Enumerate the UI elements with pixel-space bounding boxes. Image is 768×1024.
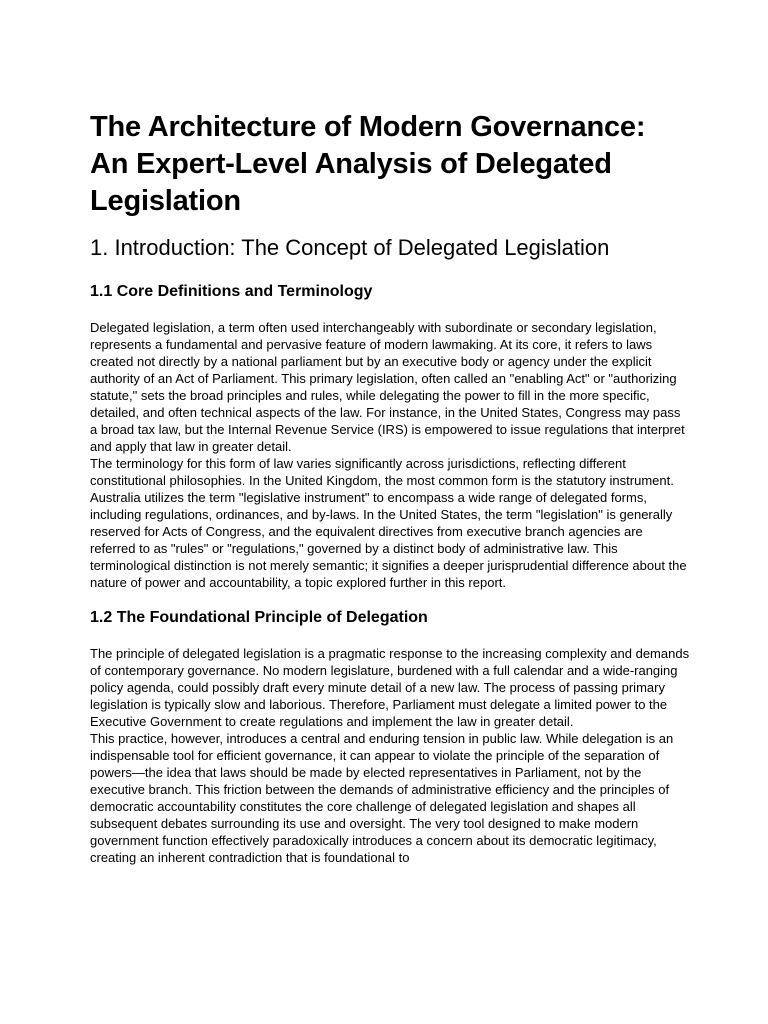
section-1-heading: 1. Introduction: The Concept of Delegated Legislation (90, 235, 610, 260)
paragraph: The terminology for this form of law varies significantly across jurisdictions, reflecting different constitutional philosophies. In the United Kingdom, the most common form is the statutory instrument. Australia utilizes the term "legislative instrument" to encompass a wide range of delegated forms, including regulations, ordinances, and by-laws. In the United States, the term "legislation" is generally reserved for Acts of Congress, and the equivalent directives from executive branch agencies are referred to as "rules" or "regulations," governed by a distinct body of administrative law. This terminological distinction is not merely semantic; it signifies a deeper jurisprudential difference about the nature of power and accountability, a topic explored further in this report. (90, 456, 687, 590)
document-title: The Architecture of Modern Governance: An Expert-Level Analysis of Delegated Legislation (90, 111, 646, 217)
paragraph: Delegated legislation, a term often used interchangeably with subordinate or secondary legislation, represents a fundamental and pervasive feature of modern lawmaking. At its core, it refers to laws created not directly by a national parliament but by an executive body or agency under the explicit authority of an Act of Parliament. This primary legislation, often called an "enabling Act" or "authorizing statute," sets the broad principles and rules, while delegating the power to fill in the more specific, detailed, and often technical aspects of the law. For instance, in the United States, Congress may pass a broad tax law, but the Internal Revenue Service (IRS) is empowered to issue regulations that interpret and apply that law in greater detail. (90, 320, 685, 454)
subsection-1-2-heading: 1.2 The Foundational Principle of Delegation (90, 609, 428, 626)
subsection-1-1-body (90, 319, 690, 591)
paragraph: This practice, however, introduces a central and enduring tension in public law. While delegation is an indispensable tool for efficient governance, it can appear to violate the principle of the separation of powers—the idea that laws should be made by elected representatives in Parliament, not by the executive branch. This friction between the demands of administrative efficiency and the principles of democratic accountability constitutes the core challenge of delegated legislation and shapes all subsequent debates surrounding its use and oversight. The very tool designed to make modern government function effectively paradoxically introduces a concern about its democratic legitimacy, creating an inherent contradiction that is foundational to (90, 731, 674, 865)
paragraph: The principle of delegated legislation is a pragmatic response to the increasing complexity and demands of contemporary governance. No modern legislature, burdened with a full calendar and a wide-ranging policy agenda, could possibly draft every minute detail of a new law. The process of passing primary legislation is typically slow and laborious. Therefore, Parliament must delegate a limited power to the Executive Government to create regulations and implement the law in greater detail. (90, 646, 690, 729)
subsection-1-1-heading: 1.1 Core Definitions and Terminology (90, 283, 373, 300)
subsection-1-2-body (90, 645, 690, 866)
document-page (90, 0, 690, 866)
